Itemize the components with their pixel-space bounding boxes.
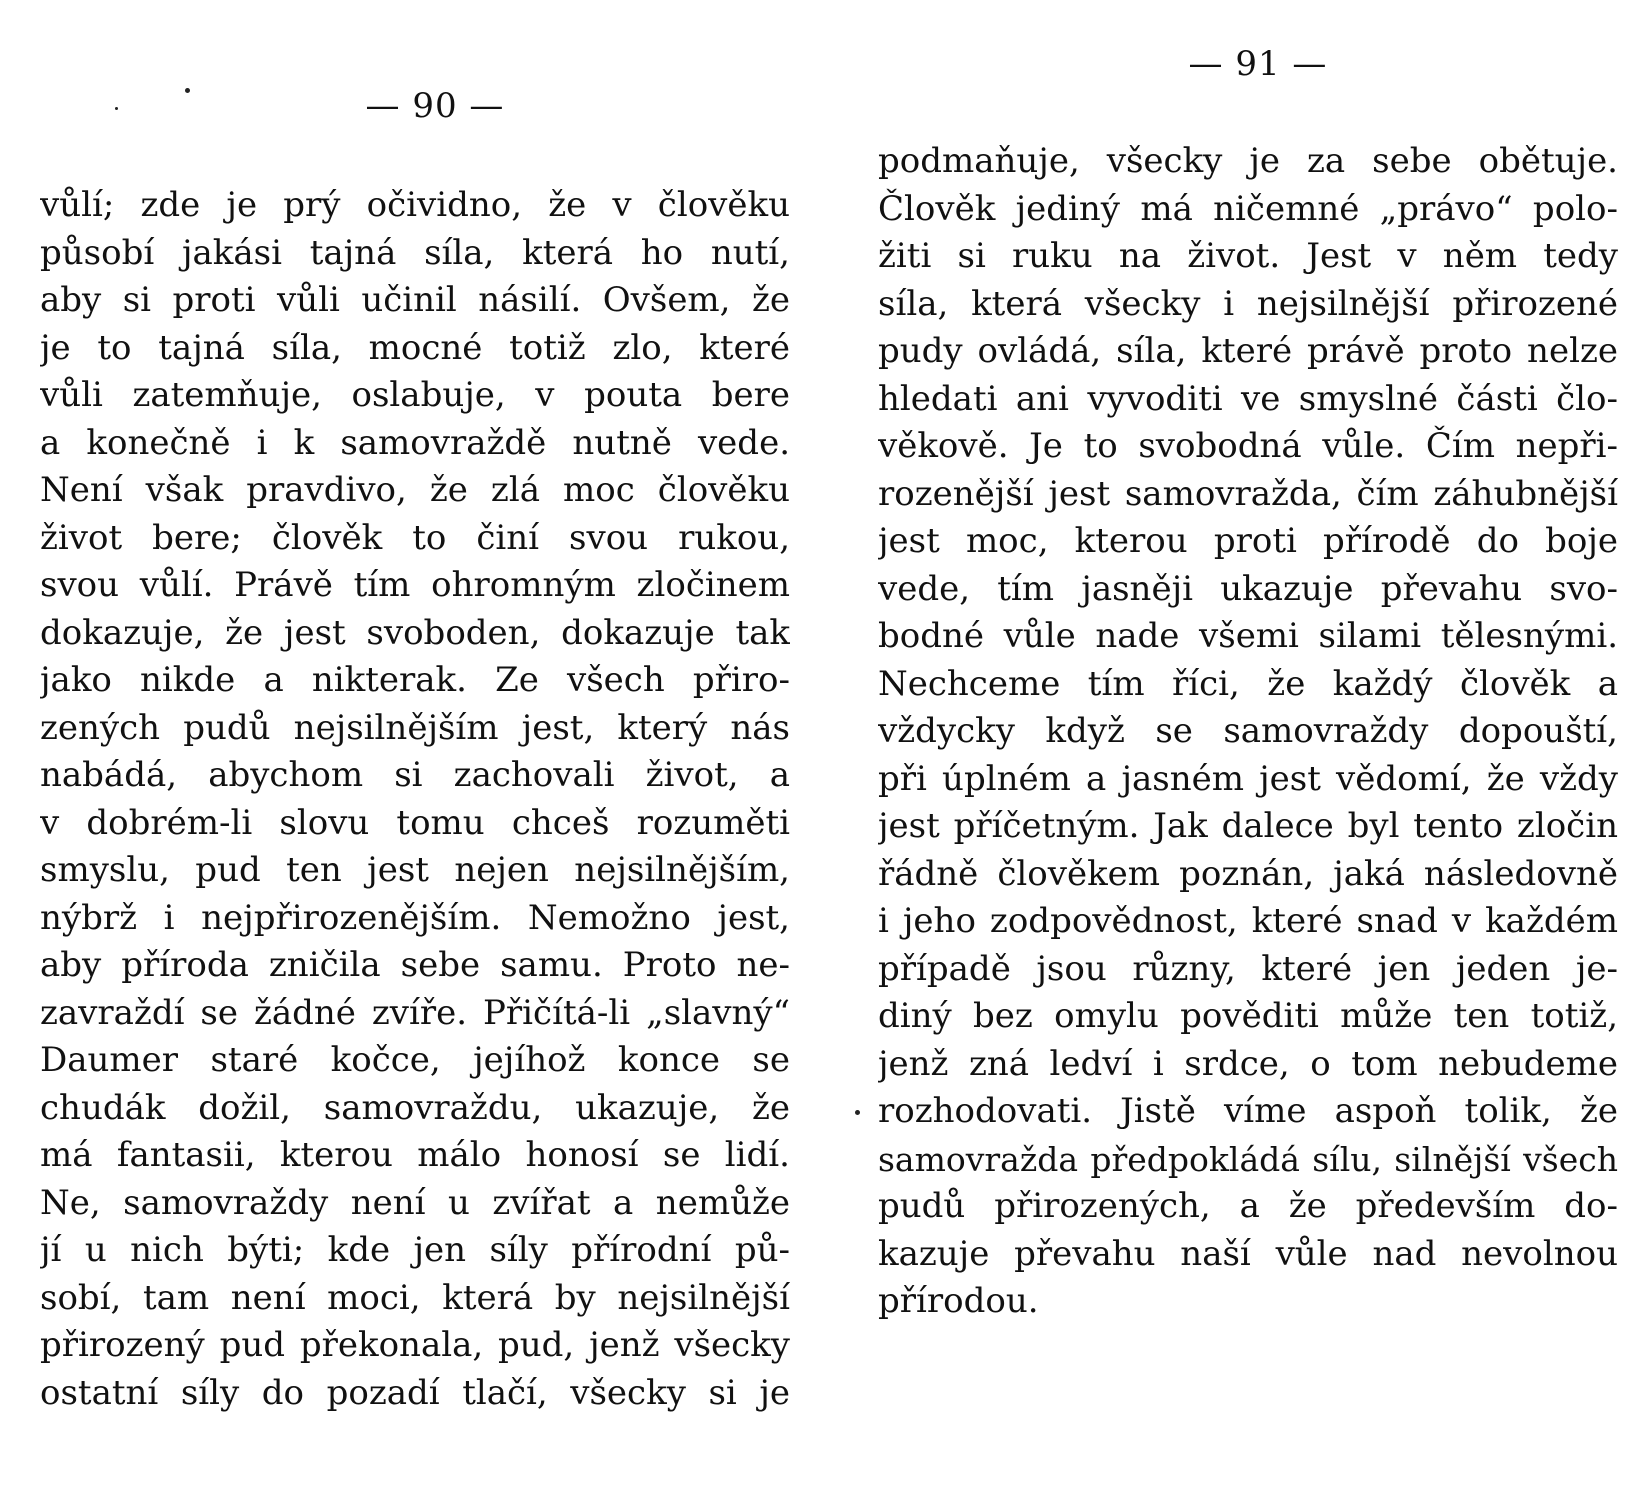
page-number-right: — 91 — [1188,44,1328,84]
text-line: jenž zná ledví i srdce, o tom nebudeme [878,1043,1618,1084]
text-line: je to tajná síla, mocné totiž zlo, které [40,327,790,368]
text-line: Člověk jediný má ničemné „právo“ polo- [878,188,1618,229]
text-line: svou vůlí. Právě tím ohromným zločinem [40,565,790,605]
text-line: jest příčetným. Jak dalece byl tento zločin [878,806,1618,846]
right-page-text [878,138,1618,1326]
text-line: diný bez omylu pověditi může ten totiž, [878,996,1618,1036]
text-line: případě jsou různy, které jen jeden je- [878,948,1618,989]
text-line: věkově. Je to svobodná vůle. Čím nepři- [878,426,1618,466]
text-line: jest moc, kterou proti přírodě do boje [878,521,1618,561]
text-line: život bere; člověk to činí svou rukou, [40,517,790,558]
text-line: pudy ovládá, síla, které právě proto nelze [878,331,1618,371]
text-line: síla, která všecky i nejsilnější přirozené [878,283,1618,324]
text-line: bodné vůle nade všemi silami tělesnými. [878,616,1618,656]
text-line: jako nikde a nikterak. Ze všech přiro- [40,660,790,700]
text-line: dokazuje, že jest svoboden, dokazuje tak [40,612,790,653]
text-line: přírodou. [878,1281,1039,1321]
text-line: ostatní síly do pozadí tlačí, všecky si je [40,1372,790,1413]
text-line: vždycky když se samovraždy dopouští, [878,711,1618,751]
text-line: chudák dožil, samovraždu, ukazuje, že [40,1087,790,1128]
text-line: smyslu, pud ten jest nejen nejsilnějším, [40,850,790,890]
text-line: aby příroda zničila sebe samu. Proto ne- [40,945,790,985]
text-line: Není však pravdivo, že zlá moc člověku [40,470,790,510]
text-line: při úplném a jasném jest vědomí, že vždy [878,758,1618,799]
text-line: vůli zatemňuje, oslabuje, v pouta bere [40,375,790,415]
text-line: řádně člověkem poznán, jaká následovně [878,853,1618,894]
text-line: přirozený pud překonala, pud, jenž všecky [40,1325,790,1365]
text-line: kazuje převahu naší vůle nad nevolnou [878,1233,1618,1274]
text-line: v dobrém-li slovu tomu chceš rozuměti [40,802,790,843]
text-line: zavraždí se žádné zvíře. Přičítá-li „slavný“ [40,992,790,1033]
text-line: nabádá, abychom si zachovali život, a [40,755,790,795]
text-line: rozenější jest samovražda, čím záhubnější [878,473,1618,514]
text-line: aby si proti vůli učinil násilí. Ovšem, že [40,280,790,320]
text-line: má fantasii, kterou málo honosí se lidí. [40,1135,790,1175]
left-page-text [40,182,790,1417]
text-line: jí u nich býti; kde jen síly přírodní pů- [40,1230,790,1270]
page-number-left: — 90 — [365,86,505,126]
text-line: Daumer staré kočce, jejíhož konce se [40,1040,790,1080]
text-line: samovražda předpokládá sílu, silnější všech [878,1139,1618,1179]
text-line: zených pudů nejsilnějším jest, který nás [40,707,790,748]
text-line: Nechceme tím říci, že každý člověk a [878,663,1618,704]
text-line: rozhodovati. Jistě víme aspoň tolik, že [878,1091,1618,1131]
text-line: a konečně i k samovraždě nutně vede. [40,422,790,463]
print-speck [855,1110,860,1115]
print-speck [185,88,190,93]
text-line: i jeho zodpovědnost, které snad v každém [878,901,1618,941]
text-line: žiti si ruku na život. Jest v něm tedy [878,236,1618,276]
text-line: nýbrž i nejpřirozenějším. Nemožno jest, [40,897,790,938]
text-line: podmaňuje, všecky je za sebe obětuje. [878,141,1618,181]
text-line: Ne, samovraždy není u zvířat a nemůže [40,1182,790,1223]
text-line: vede, tím jasněji ukazuje převahu svo- [878,568,1618,609]
print-speck [115,107,118,110]
text-line: pudů přirozených, a že především do- [878,1186,1618,1226]
text-line: hledati ani vyvoditi ve smyslné části člo- [878,378,1618,419]
text-line: sobí, tam není moci, která by nejsilnější [40,1277,790,1318]
text-line: působí jakási tajná síla, která ho nutí, [40,232,790,273]
text-line: vůlí; zde je prý očividno, že v člověku [40,185,790,225]
